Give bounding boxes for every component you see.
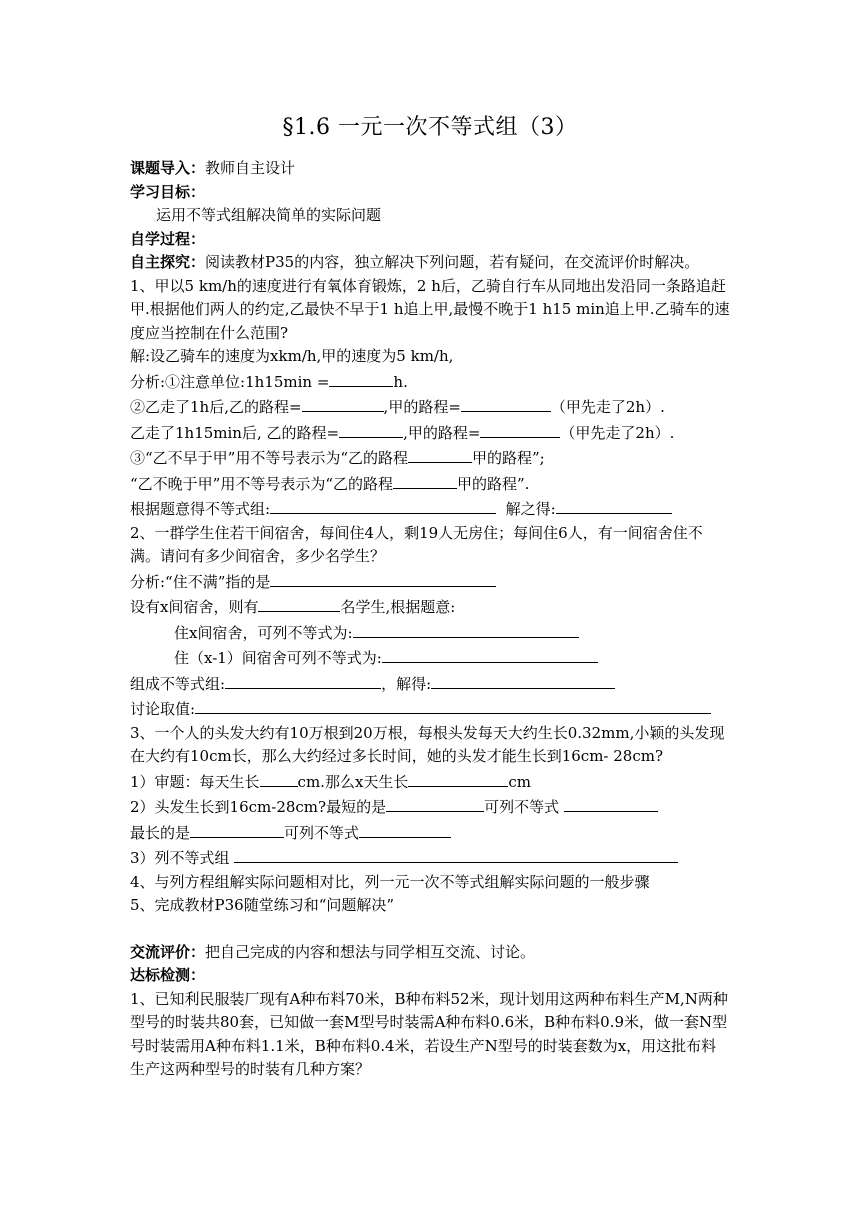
q1-a4-text2: 甲的路程”;: [472, 449, 545, 467]
blank-yi-distance-1h[interactable]: [302, 394, 384, 412]
q2-analysis-4: [130, 645, 730, 671]
exchange-line: [130, 941, 730, 965]
q1-a6-text2: 解之得:: [505, 500, 556, 518]
goal-label: 学习目标：: [130, 182, 206, 201]
q1-analysis-1: [130, 369, 730, 395]
blank-shortest[interactable]: [386, 794, 484, 812]
blank-longest-inequality[interactable]: [359, 820, 451, 838]
q1-text: 1、甲以5 km/h的速度进行有氧体育锻炼，2 h后，乙骑自行车从同地出发沿同一条路追赶甲.根据他们两人的约定,乙最快不早于1 h追上甲,最慢不晚于1 h15 min追上甲.乙骑车的速度应当控制在什么范围?: [130, 276, 730, 342]
blank-unit[interactable]: [329, 369, 393, 387]
q1-analysis-2: [130, 394, 730, 420]
q1-a3-text3: （甲先走了2h）.: [560, 423, 675, 442]
blank-student-count[interactable]: [258, 594, 340, 612]
q2-b5-text1: 组成不等式组:: [130, 674, 226, 693]
blank-jia-distance-1h[interactable]: [461, 394, 551, 412]
blank-q3-system[interactable]: [234, 845, 678, 863]
blank-inequality-system[interactable]: [270, 496, 496, 514]
q1-a1-text: 分析:①注意单位:1h15min =: [130, 372, 330, 391]
page-title: §1.6 一元一次不等式组（3）: [282, 115, 578, 140]
intro-text: 教师自主设计: [205, 159, 296, 177]
blank-x-day-growth[interactable]: [408, 769, 508, 787]
q1-a3-text2: ,甲的路程=: [403, 423, 481, 442]
q3-step-3: [130, 820, 730, 846]
q2-analysis-3: [130, 620, 730, 646]
goal-text: 运用不等式组解决简单的实际问题: [156, 206, 382, 224]
intro-label: 课题导入：: [130, 159, 206, 177]
q3-c1-text1: 1）审题：每天生长: [130, 772, 260, 791]
blank-inequality-sign-1[interactable]: [408, 445, 472, 463]
blank-inequality-sign-2[interactable]: [393, 471, 457, 489]
q3-text: 3、一个人的头发大约有10万根到20万根，每根头发每天大约生长0.32mm,小颖的头发现在大约有10cm长，那么大约经过多长时间，她的头发才能生长到16cm- 28cm?: [130, 723, 725, 765]
q5-text: 5、完成教材P36随堂练习和“问题解决”: [130, 896, 395, 914]
q1-a6-text1: 根据题意得不等式组:: [130, 500, 271, 518]
blank-jia-distance-1h15[interactable]: [480, 420, 560, 438]
blank-yi-distance-1h15[interactable]: [339, 420, 403, 438]
q3-step-2: [130, 794, 730, 820]
q2-analysis-1: [130, 569, 730, 595]
exchange-label: 交流评价：: [130, 942, 206, 961]
blank-q2-system[interactable]: [225, 671, 381, 689]
exchange-text: 把自己完成的内容和想法与同学相互交流、讨论。: [205, 942, 536, 961]
q3-step-4: [130, 845, 730, 871]
blank-shortest-inequality[interactable]: [564, 794, 658, 812]
q3-c3-text2: 可列不等式: [284, 823, 360, 842]
q3-c1-text3: cm: [508, 772, 532, 791]
q1-analysis-4: [130, 445, 730, 471]
q3-step-1: [130, 769, 730, 795]
q3-c2-text1: 2）头发生长到16cm-28cm?最短的是: [130, 798, 387, 816]
q3-c4-text: 3）列不等式组: [130, 849, 230, 867]
check-label: 达标检测：: [130, 966, 206, 984]
q1-a5-text2: 甲的路程”.: [457, 474, 530, 493]
q4-text: 4、与列方程组解实际问题相对比，列一元一次不等式组解实际问题的一般步骤: [130, 872, 650, 891]
q2-b4-text: 住（x-1）间宿舍可列不等式为:: [174, 649, 382, 667]
blank-inequality-x[interactable]: [353, 620, 579, 638]
q1-a5-text1: “乙不晚于甲”用不等号表示为“乙的路程: [130, 474, 394, 493]
q1-analysis-3: [130, 420, 730, 446]
explore-line: [130, 251, 730, 275]
intro-line: [130, 157, 730, 181]
blank-discussion[interactable]: [195, 696, 711, 714]
explore-label: 自主探究：: [130, 253, 206, 271]
q1-solve: 解:设乙骑车的速度为xkm/h,甲的速度为5 km/h,: [130, 347, 454, 365]
blank-q2-solution[interactable]: [431, 671, 615, 689]
q2-b2-text2: 名学生,根据题意:: [340, 598, 456, 616]
blank-inequality-x-minus-1[interactable]: [382, 645, 598, 663]
worksheet: [130, 110, 730, 1082]
q3-c1-text2: cm.那么x天生长: [297, 772, 409, 791]
blank-longest[interactable]: [190, 820, 284, 838]
q1-a4-text1: ③“乙不早于甲”用不等号表示为“乙的路程: [130, 449, 409, 467]
explore-text: 阅读教材P35的内容，独立解决下列问题，若有疑问，在交流评价时解决。: [205, 253, 700, 271]
check-q1-text: 1、已知利民服装厂现有A种布料70米，B种布料52米，现计划用这两种布料生产M,N两种型号的时装共80套，已知做一套M型号时装需A种布料0.6米，B种布料0.9米，做一套N型号时装需用A种布料1.1米，B种布料0.4米，若设生产N型号的时装套数为x，用这批布料生产这两种型号的时装有几种方案？: [130, 989, 728, 1078]
spacer: [130, 918, 730, 941]
q1-a2-text1: ②乙走了1h后,乙的路程=: [130, 398, 302, 416]
q3-c2-text2: 可列不等式: [484, 798, 560, 816]
q2-analysis-2: [130, 594, 730, 620]
q1-a1-post: h.: [393, 372, 408, 391]
q1-analysis-5: [130, 471, 730, 497]
q3-c3-text1: 最长的是: [130, 823, 191, 842]
q1-a2-text2: ,甲的路程=: [383, 398, 461, 416]
q1-a3-text1: 乙走了1h15min后, 乙的路程=: [130, 423, 340, 442]
blank-daily-growth[interactable]: [260, 769, 298, 787]
q2-analysis-6: [130, 696, 730, 722]
q2-analysis-5: [130, 671, 730, 697]
q2-b5-text2: ，解得:: [381, 674, 432, 693]
process-label: 自学过程：: [130, 229, 206, 248]
q2-b1-text: 分析:“住不满”指的是: [130, 572, 271, 591]
q2-b3-text: 住x间宿舍，可列不等式为:: [174, 623, 353, 642]
q2-b6-text: 讨论取值:: [130, 700, 196, 718]
blank-solution[interactable]: [556, 496, 672, 514]
q2-b2-text1: 设有x间宿舍，则有: [130, 598, 259, 616]
q1-analysis-6: [130, 496, 730, 522]
blank-not-full[interactable]: [270, 569, 496, 587]
q2-text: 2、一群学生住若干间宿舍，每间住4人，剩19人无房住；每间住6人，有一间宿舍住不满。请问有多少间宿舍，多少名学生？: [130, 523, 703, 565]
q1-a2-text3: （甲先走了2h）.: [550, 398, 665, 416]
